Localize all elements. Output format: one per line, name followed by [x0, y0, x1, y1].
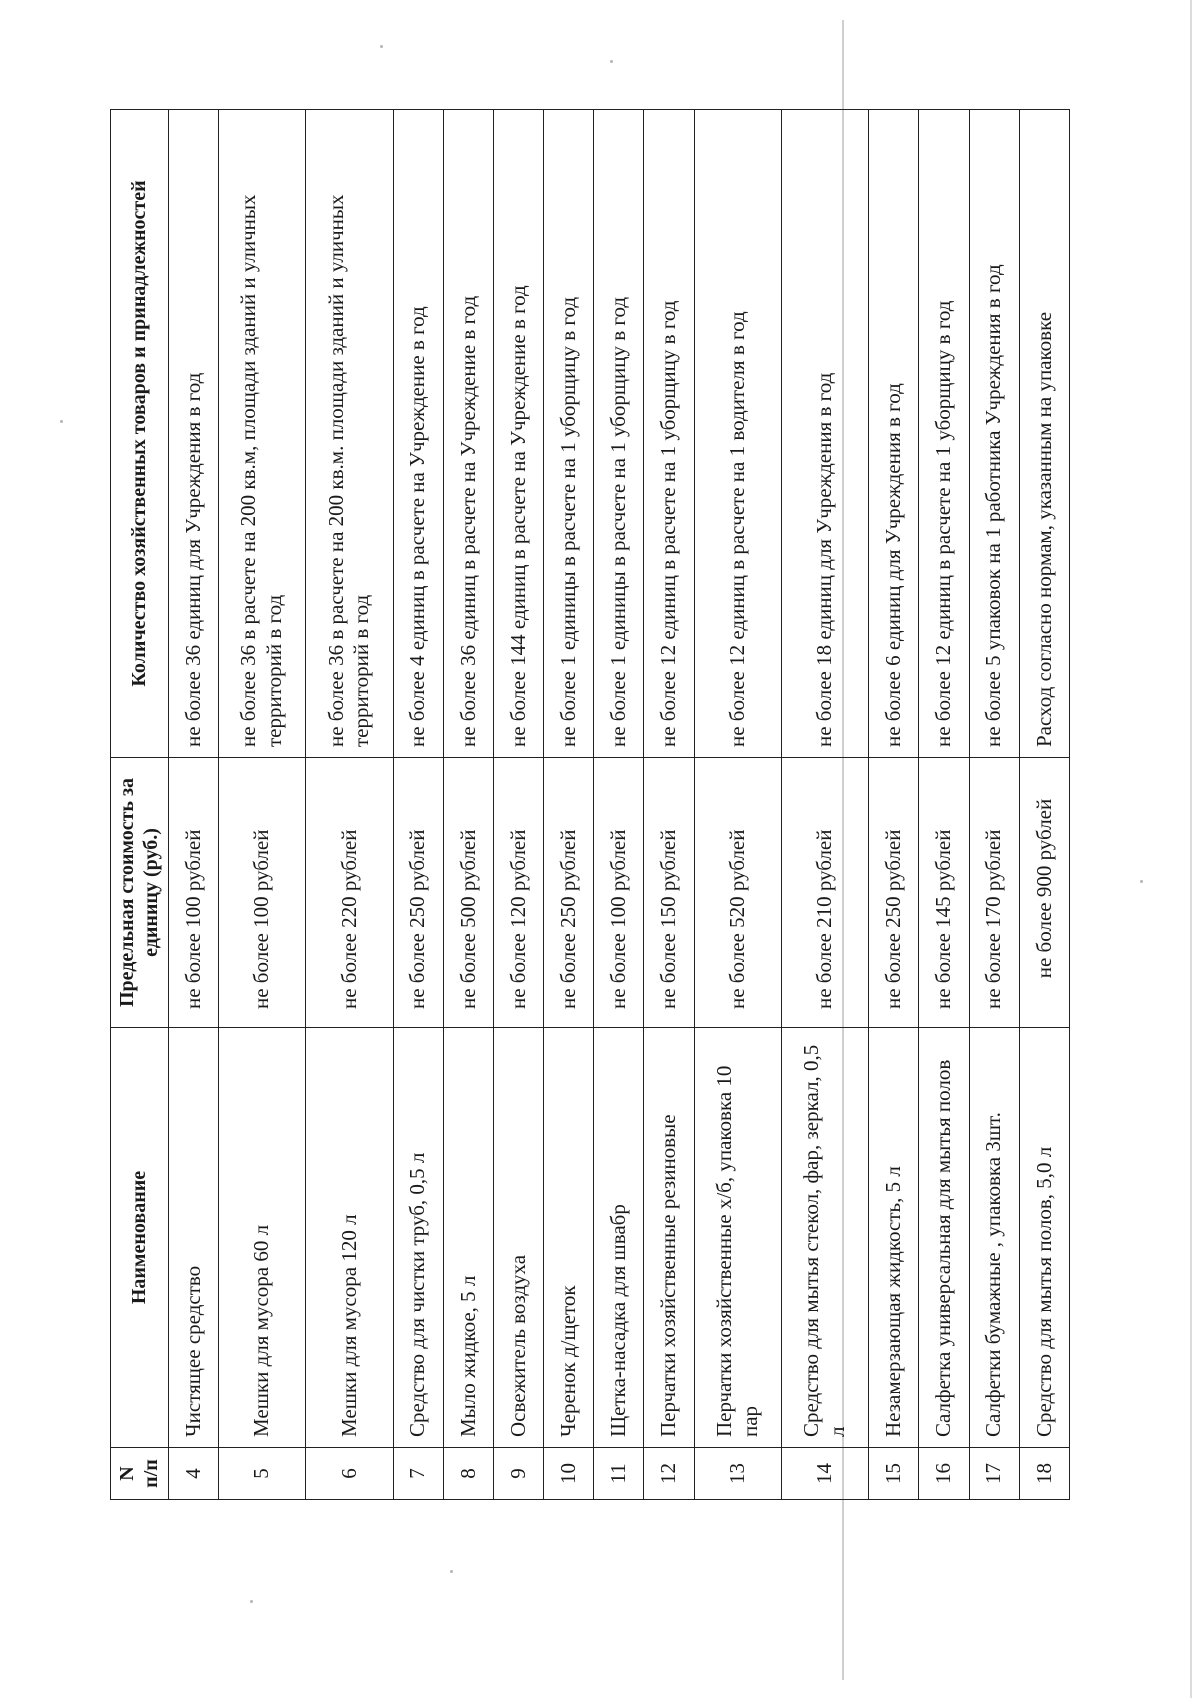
supplies-table: [110, 109, 1070, 1500]
cell-name: Средство для мытья полов, 5,0 л: [1019, 1028, 1069, 1448]
table-header-row: [111, 110, 169, 1500]
cell-price: не более 520 рублей: [694, 758, 781, 1028]
cell-name: Средство для чистки труб, 0,5 л: [393, 1028, 443, 1448]
cell-name: Салфетки бумажные , упаковка 3шт.: [969, 1028, 1019, 1448]
scan-speck: [250, 1600, 253, 1603]
cell-name: Перчатки хозяйственные х/б, упаковка 10 пар: [694, 1028, 781, 1448]
scan-speck: [1140, 880, 1143, 883]
scan-speck: [60, 420, 63, 423]
cell-number: 15: [869, 1448, 919, 1500]
scan-edge-line: [1190, 0, 1192, 1698]
cell-price: не более 500 рублей: [443, 758, 493, 1028]
table-row: [919, 110, 969, 1500]
cell-number: 17: [969, 1448, 1019, 1500]
cell-price: не более 170 рублей: [969, 758, 1019, 1028]
table-row: [393, 110, 443, 1500]
table-row: [644, 110, 694, 1500]
cell-price: не более 150 рублей: [644, 758, 694, 1028]
header-name: Наименование: [111, 1028, 169, 1448]
cell-number: 10: [544, 1448, 594, 1500]
cell-price: не более 250 рублей: [393, 758, 443, 1028]
table-row: [781, 110, 868, 1500]
cell-price: не более 210 рублей: [781, 758, 868, 1028]
cell-number: 18: [1019, 1448, 1069, 1500]
table-row: [168, 110, 218, 1500]
cell-price: не более 100 рублей: [594, 758, 644, 1028]
cell-price: не более 250 рублей: [544, 758, 594, 1028]
cell-quantity: не более 6 единиц для Учреждения в год: [869, 110, 919, 758]
cell-number: 7: [393, 1448, 443, 1500]
cell-number: 8: [443, 1448, 493, 1500]
scan-speck: [380, 45, 383, 48]
cell-quantity: не более 1 единицы в расчете на 1 уборщицу в год: [594, 110, 644, 758]
table-row: [594, 110, 644, 1500]
cell-name: Перчатки хозяйственные резиновые: [644, 1028, 694, 1448]
cell-name: Незамерзающая жидкость, 5 л: [869, 1028, 919, 1448]
cell-price: не более 100 рублей: [218, 758, 305, 1028]
cell-quantity: не более 144 единиц в расчете на Учреждение в год: [493, 110, 543, 758]
table-row: [1019, 110, 1069, 1500]
cell-quantity: не более 36 единиц для Учреждения в год: [168, 110, 218, 758]
cell-number: 4: [168, 1448, 218, 1500]
table-row: [869, 110, 919, 1500]
cell-name: Щетка-насадка для швабр: [594, 1028, 644, 1448]
cell-quantity: не более 12 единиц в расчете на 1 уборщицу в год: [919, 110, 969, 758]
table-row: [493, 110, 543, 1500]
header-number: N п/п: [111, 1448, 169, 1500]
table-row: [694, 110, 781, 1500]
cell-price: не более 250 рублей: [869, 758, 919, 1028]
cell-quantity: не более 36 единиц в расчете на Учреждение в год: [443, 110, 493, 758]
rotated-table-container: [110, 110, 1070, 1500]
scan-speck: [450, 1570, 453, 1573]
cell-number: 9: [493, 1448, 543, 1500]
table-row: [969, 110, 1019, 1500]
cell-quantity: не более 36 в расчете на 200 кв.м. площади зданий и уличных территорий в год: [306, 110, 393, 758]
cell-price: не более 100 рублей: [168, 758, 218, 1028]
cell-price: не более 900 рублей: [1019, 758, 1069, 1028]
cell-number: 16: [919, 1448, 969, 1500]
cell-quantity: Расход согласно нормам, указанным на упаковке: [1019, 110, 1069, 758]
cell-quantity: не более 18 единиц для Учреждения в год: [781, 110, 868, 758]
table-row: [306, 110, 393, 1500]
cell-quantity: не более 12 единиц в расчете на 1 водителя в год: [694, 110, 781, 758]
cell-name: Черенок д/щеток: [544, 1028, 594, 1448]
cell-number: 13: [694, 1448, 781, 1500]
header-quantity: Количество хозяйственных товаров и принадлежностей: [111, 110, 169, 758]
cell-name: Освежитель воздуха: [493, 1028, 543, 1448]
scan-speck: [610, 60, 613, 63]
cell-name: Средство для мытья стекол, фар, зеркал, 0,5 л: [781, 1028, 868, 1448]
table-row: [443, 110, 493, 1500]
cell-number: 11: [594, 1448, 644, 1500]
cell-price: не более 220 рублей: [306, 758, 393, 1028]
cell-quantity: не более 36 в расчете на 200 кв.м, площади зданий и уличных территорий в год: [218, 110, 305, 758]
cell-quantity: не более 1 единицы в расчете на 1 уборщицу в год: [544, 110, 594, 758]
cell-quantity: не более 5 упаковок на 1 работника Учреждения в год: [969, 110, 1019, 758]
table-row: [218, 110, 305, 1500]
cell-name: Салфетка универсальная для мытья полов: [919, 1028, 969, 1448]
cell-name: Мешки для мусора 120 л: [306, 1028, 393, 1448]
cell-number: 12: [644, 1448, 694, 1500]
cell-number: 14: [781, 1448, 868, 1500]
cell-quantity: не более 4 единиц в расчете на Учреждение в год: [393, 110, 443, 758]
cell-price: не более 145 рублей: [919, 758, 969, 1028]
cell-quantity: не более 12 единиц в расчете на 1 уборщицу в год: [644, 110, 694, 758]
cell-number: 5: [218, 1448, 305, 1500]
cell-price: не более 120 рублей: [493, 758, 543, 1028]
header-price: Предельная стоимость за единицу (руб.): [111, 758, 169, 1028]
cell-number: 6: [306, 1448, 393, 1500]
table-row: [544, 110, 594, 1500]
cell-name: Мешки для мусора 60 л: [218, 1028, 305, 1448]
cell-name: Чистящее средство: [168, 1028, 218, 1448]
cell-name: Мыло жидкое, 5 л: [443, 1028, 493, 1448]
